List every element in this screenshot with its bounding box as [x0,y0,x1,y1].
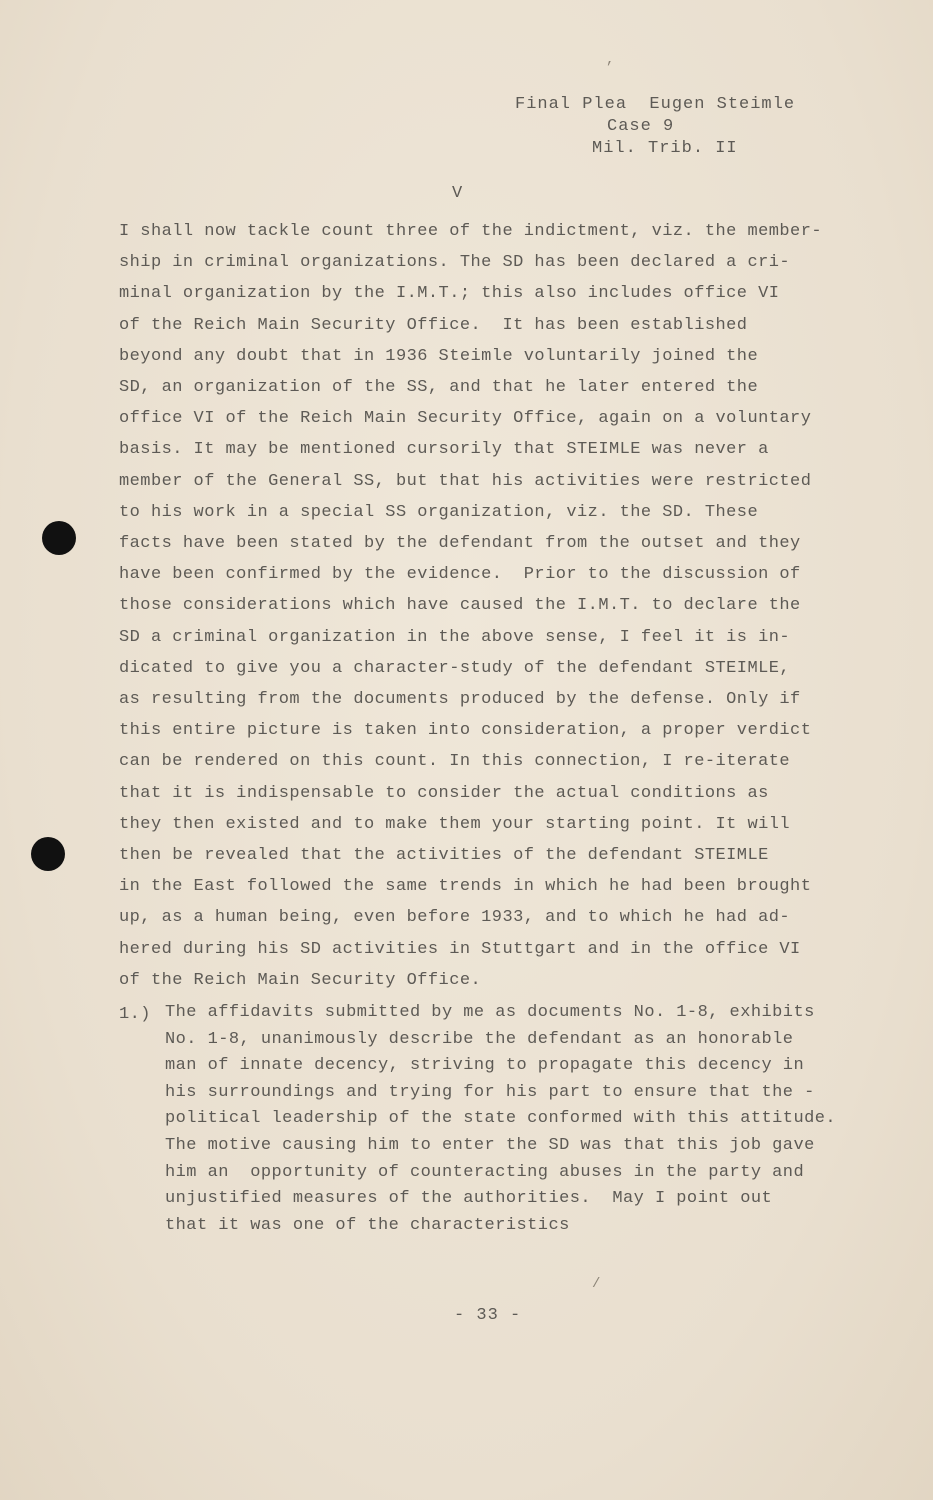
paragraph-line: ship in criminal organizations. The SD has been declared a cri- [119,253,791,273]
paragraph-line: as resulting from the documents produced by the defense. Only if [119,690,801,710]
paragraph-line: then be revealed that the activities of the defendant STEIMLE [119,846,769,866]
paragraph-line: those considerations which have caused the I.M.T. to declare the [119,596,801,616]
paragraph-line: of the Reich Main Security Office. [119,970,482,990]
paragraph-line: SD, an organization of the SS, and that he later entered the [119,378,759,398]
header-tribunal: Mil. Trib. II [592,139,738,158]
paragraph-line: SD a criminal organization in the above sense, I feel it is in- [119,627,791,647]
paragraph-line: this entire picture is taken into consideration, a proper verdict [119,721,812,741]
item-text [165,1000,836,1239]
punch-hole [42,521,76,555]
header-case-number: Case 9 [607,117,675,136]
item-line: The motive causing him to enter the SD was that this job gave [165,1135,815,1155]
paragraph-line: up, as a human being, even before 1933, and to which he had ad- [119,908,791,928]
paragraph-line: basis. It may be mentioned cursorily that STEIMLE was never a [119,440,769,460]
main-paragraph [119,216,899,996]
item-line: him an opportunity of counteracting abuses in the party and [165,1162,805,1182]
paragraph-line: facts have been stated by the defendant from the outset and they [119,534,801,554]
item-line: man of innate decency, striving to propagate this decency in [165,1056,805,1076]
item-number: 1.) [119,1005,151,1024]
paragraph-line: have been confirmed by the evidence. Prior to the discussion of [119,565,801,585]
item-line: that it was one of the characteristics [165,1215,570,1235]
paper-speck: , [606,52,615,68]
paragraph-line: can be rendered on this count. In this connection, I re-iterate [119,752,791,772]
item-line: his surroundings and trying for his part to ensure that the - [165,1082,815,1102]
paragraph-line: office VI of the Reich Main Security Office, again on a voluntary [119,409,812,429]
paragraph-line: member of the General SS, but that his activities were restricted [119,471,812,491]
paragraph-line: that it is indispensable to consider the actual conditions as [119,783,769,803]
paragraph-line: beyond any doubt that in 1936 Steimle voluntarily joined the [119,346,759,366]
header-case-title: Final Plea Eugen Steimle [515,95,796,114]
paragraph-line: minal organization by the I.M.T.; this also includes office VI [119,284,780,304]
item-line: political leadership of the state conformed with this attitude. [165,1109,837,1129]
section-numeral: V [452,184,463,203]
paragraph-line: dicated to give you a character-study of the defendant STEIMLE, [119,658,791,678]
paragraph-line: of the Reich Main Security Office. It has been established [119,315,748,335]
page-number: - 33 - [454,1306,522,1325]
paragraph-line: hered during his SD activities in Stuttgart and in the office VI [119,939,801,959]
paragraph-line: to his work in a special SS organization, viz. the SD. These [119,502,759,522]
paragraph-line: they then existed and to make them your starting point. It will [119,814,791,834]
paragraph-line: in the East followed the same trends in which he had been brought [119,877,812,897]
document-header [515,94,795,160]
paragraph-line: I shall now tackle count three of the indictment, viz. the member- [119,222,823,241]
item-line: No. 1-8, unanimously describe the defendant as an honorable [165,1029,794,1049]
paper-speck: / [592,1276,601,1292]
punch-hole [31,837,65,871]
item-line: unjustified measures of the authorities. May I point out [165,1189,773,1209]
item-line: The affidavits submitted by me as documents No. 1-8, exhibits [165,1003,815,1022]
